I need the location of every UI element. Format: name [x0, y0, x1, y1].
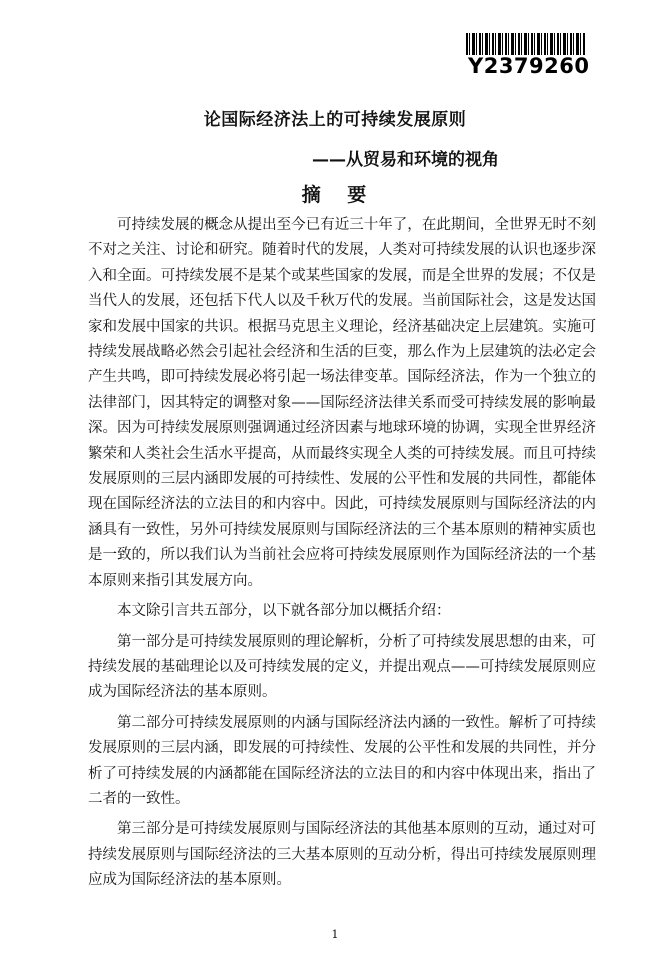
paragraph-1: 可持续发展的概念从提出至今已有近三十年了，在此期间，全世界无时不刻不对之关注、讨论和研究。随着时代的发展，人类对可持续发展的认识也逐步深入和全面。可持续发展不是某个或某些国家的发展，而是全世界的发展；不仅是当代人的发展，还包括下代人以及千秋万代的发展。当前国际社会，这是发达国家和发展中国家的共识。根据马克思主义理论，经济基础决定上层建筑。实施可持续发展战略必然会引起社会经济和生活的巨变，那么作为上层建筑的法必定会产生共鸣，即可持续发展必将引起一场法律变革。国际经济法，作为一个独立的法律部门，因其特定的调整对象——国际经济法律关系而受可持续发展的影响最深。因为可持续发展原则强调通过经济因素与地球环境的协调，实现全世界经济繁荣和人类社会生活水平提高，从而最终实现全人类的可持续发展。而且可持续发展原则的三层内涵即发展的可持续性、发展的公平性和发展的共同性，都能体现在国际经济法的立法目的和内容中。因此，可持续发展原则与国际经济法的内涵具有一致性，另外可持续发展原则与国际经济法的三个基本原则的精神实质也是一致的，所以我们认为当前社会应将可持续发展原则作为国际经济法的一个基本原则来指引其发展方向。 [88, 217, 596, 589]
paragraph-2: 本文除引言共五部分，以下就各部分加以概括介绍： [117, 603, 451, 620]
barcode-image [466, 33, 586, 55]
barcode-number: Y2379260 [468, 54, 590, 78]
abstract-body [88, 213, 596, 894]
document-title: 论国际经济法上的可持续发展原则 [203, 110, 467, 130]
abstract-heading: 摘 要 [301, 184, 377, 206]
paragraph-4: 第二部分可持续发展原则的内涵与国际经济法内涵的一致性。解析了可持续发展原则的三层内涵，即发展的可持续性、发展的公平性和发展的共同性，并分析了可持续发展的内涵都能在国际经济法的立法目的和内容中体现出来，指出了二者的一致性。 [88, 714, 596, 807]
page-number: 1 [331, 928, 339, 941]
document-subtitle: ——从贸易和环境的视角 [312, 150, 499, 170]
paragraph-5: 第三部分是可持续发展原则与国际经济法的其他基本原则的互动，通过对可持续发展原则与国际经济法的三大基本原则的互动分析，得出可持续发展原则理应成为国际经济法的基本原则。 [88, 821, 596, 889]
paragraph-3: 第一部分是可持续发展原则的理论解析，分析了可持续发展思想的由来，可持续发展的基础理论以及可持续发展的定义，并提出观点——可持续发展原则应成为国际经济法的基本原则。 [88, 633, 596, 701]
